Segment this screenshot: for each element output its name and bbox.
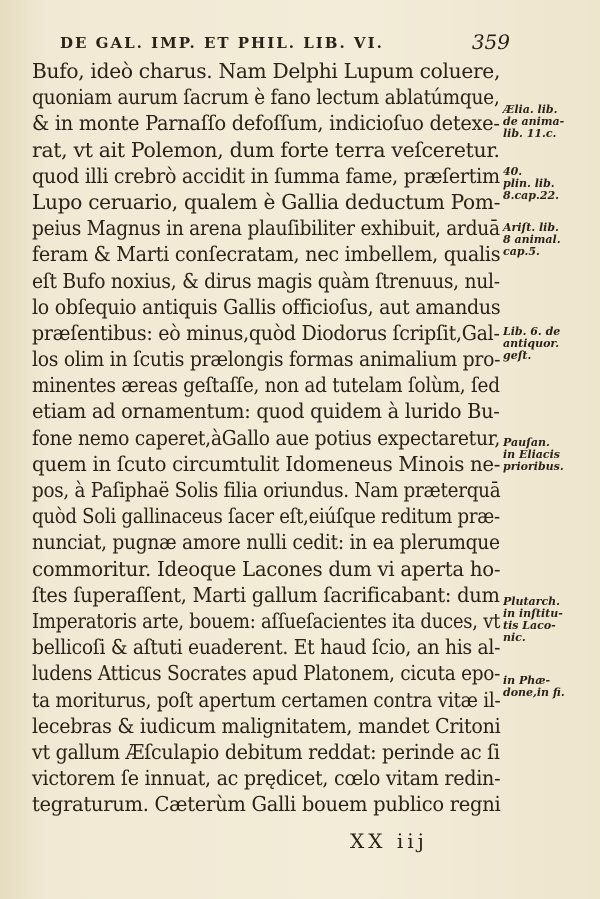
margin-note-line: Ælia. lib. bbox=[503, 103, 558, 116]
margin-note-line: 8.cap.22. bbox=[503, 189, 559, 202]
margin-note-line: prioribus. bbox=[503, 460, 564, 473]
text-line: ta moriturus, poſt apertum certamen contra vitæ il- bbox=[32, 687, 501, 712]
signature-mark: XX iij bbox=[350, 829, 428, 853]
margin-note-line: in Phæ- bbox=[503, 674, 551, 687]
margin-note bbox=[503, 596, 598, 644]
text-line: rat, vt ait Polemon, dum forte terra veſceretur. bbox=[32, 137, 500, 162]
margin-note-line: in inſtitu- bbox=[503, 607, 563, 620]
margin-note-line: 40. bbox=[503, 165, 523, 178]
text-line: præſentibus: eò minus,quòd Diodorus ſcripſit,Gal- bbox=[32, 320, 500, 345]
text-line: peius Magnus in arena plauſibiliter exhibuit, arduā bbox=[32, 216, 500, 241]
text-line: Lupo ceruario, qualem è Gallia deductum Pom- bbox=[32, 189, 501, 214]
margin-note-line: nic. bbox=[503, 631, 526, 644]
margin-note-line: de anima- bbox=[503, 115, 565, 128]
text-line: vt gallum Æſculapio debitum reddat: perinde ac ſi bbox=[32, 739, 500, 764]
margin-note-line: antiquor. bbox=[503, 337, 560, 350]
margin-note bbox=[503, 675, 598, 699]
text-line: quem in ſcuto circumtulit Idomeneus Minois ne- bbox=[32, 451, 501, 476]
text-line: quòd Soli gallinaceus ſacer eſt,eiúſque reditum præ- bbox=[32, 504, 500, 529]
margin-note bbox=[503, 104, 598, 140]
page-number: 359 bbox=[471, 30, 510, 54]
body-text bbox=[32, 58, 502, 817]
margin-note-line: Plutarch. bbox=[503, 595, 560, 608]
text-line: los olim in ſcutis prælongis formas animalium pro- bbox=[32, 347, 501, 372]
page-header bbox=[60, 30, 510, 58]
text-line: feram & Marti conſecratam, nec imbellem, qualis bbox=[32, 242, 501, 267]
text-line: Imperatoris arte, bouem: aſſueſacientes ita duces, vt bbox=[32, 608, 501, 633]
margin-note-line: done,in fi. bbox=[503, 686, 565, 699]
margin-note bbox=[503, 222, 598, 258]
text-line: tegraturum. Cæterùm Galli bouem publico regni bbox=[32, 792, 501, 817]
text-line: & in monte Parnaſſo defoſſum, indicioſuo detexe- bbox=[32, 111, 500, 136]
text-line: etiam ad ornamentum: quod quidem à lurido Bu- bbox=[32, 399, 500, 424]
text-line: fone nemo caperet,àGallo aue potius expectaretur, bbox=[32, 425, 501, 450]
text-line: quoniam aurum ſacrum è fano lectum ablatúmque, bbox=[32, 85, 500, 110]
margin-note-line: tis Laco- bbox=[503, 619, 556, 632]
text-line: lo obſequio antiquis Gallis officioſus, aut amandus bbox=[32, 294, 501, 319]
text-line: eſt Bufo noxius, & dirus magis quàm ſtrenuus, nul- bbox=[32, 268, 500, 293]
margin-note bbox=[503, 326, 598, 362]
text-line: commoritur. Ideoque Lacones dum vi aperta ho- bbox=[32, 556, 501, 581]
margin-note-line: 8 animal. bbox=[503, 233, 561, 246]
running-head: DE GAL. IMP. ET PHIL. LIB. VI. bbox=[60, 34, 384, 52]
margin-note bbox=[503, 166, 598, 202]
text-line: bellicoſi & aſtuti euaderent. Et haud ſcio, an his al- bbox=[32, 635, 501, 660]
text-line: quod illi crebrò accidit in ſumma fame, præſertim bbox=[32, 163, 500, 188]
text-line: ſtes ſuperaſſent, Marti gallum ſacrificabant: dum bbox=[32, 582, 500, 607]
margin-note-line: geſt. bbox=[503, 349, 532, 362]
text-line: nunciat, pugnæ amore nulli cedit: in ea plerumque bbox=[32, 530, 500, 555]
text-line: lecebras & iudicum malignitatem, mandet Critoni bbox=[32, 713, 501, 738]
text-line: victorem ſe innuat, ac prędicet, cœlo vitam redin- bbox=[32, 766, 501, 791]
text-line: ludens Atticus Socrates apud Platonem, cicuta epo- bbox=[32, 661, 501, 686]
text-line: Bufo, ideò charus. Nam Delphi Lupum coluere, bbox=[32, 59, 501, 83]
margin-note-line: Ariſt. lib. bbox=[503, 221, 559, 234]
margin-note bbox=[503, 437, 598, 473]
margin-note-line: Pauſan. bbox=[503, 436, 550, 449]
text-line: minentes æreas geſtaſſe, non ad tutelam ſolùm, ſed bbox=[32, 373, 500, 398]
margin-note-line: cap.5. bbox=[503, 245, 540, 258]
margin-note-line: Lib. 6. de bbox=[503, 325, 561, 338]
margin-note-line: in Eliacis bbox=[503, 448, 560, 461]
margin-note-line: lib. 11.c. bbox=[503, 127, 557, 140]
margin-note-line: plin. lib. bbox=[503, 177, 555, 190]
text-line: pos, à Paſiphaë Solis filia oriundus. Nam præterquā bbox=[32, 478, 501, 502]
